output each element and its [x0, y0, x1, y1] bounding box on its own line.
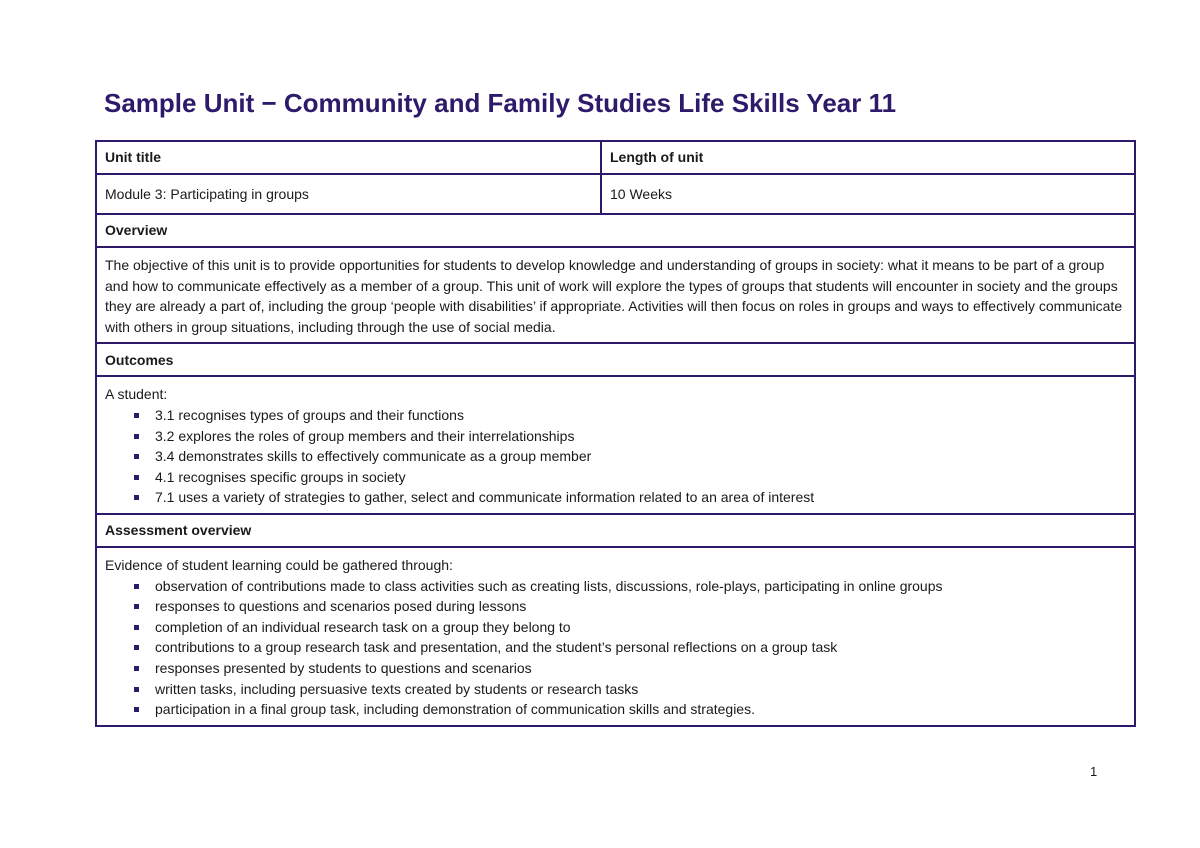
length-of-unit-header: Length of unit	[601, 141, 1135, 174]
outcomes-row	[96, 376, 1135, 514]
assessment-list	[105, 576, 1126, 720]
assessment-cell	[96, 547, 1135, 726]
outcomes-cell	[96, 376, 1135, 514]
assessment-item: contributions to a group research task and presentation, and the student’s personal reflections on a group task	[129, 637, 1126, 658]
document-title: Sample Unit − Community and Family Studies Life Skills Year 11	[104, 88, 897, 118]
unit-header-row	[96, 141, 1135, 174]
overview-text: The objective of this unit is to provide opportunities for students to develop knowledge and understanding of groups in society: what it means to be part of a group and how to communicate effectively as a member of a group. This unit of work will explore the types of groups that students will encounter in society and the groups they are already a part of, including the group ‘people with disabilities’ if appropriate. Activities will then focus on roles in groups and ways to effectively communicate with others in group situations, including through the use of social media.	[96, 247, 1135, 343]
outcomes-header: Outcomes	[96, 343, 1135, 376]
overview-row	[96, 247, 1135, 343]
assessment-overview-header: Assessment overview	[96, 514, 1135, 547]
unit-value-row	[96, 174, 1135, 214]
outcome-item: 3.1 recognises types of groups and their functions	[129, 405, 1126, 426]
assessment-item: participation in a final group task, including demonstration of communication skills and strategies.	[129, 699, 1126, 720]
assessment-item: responses presented by students to questions and scenarios	[129, 658, 1126, 679]
outcome-item: 7.1 uses a variety of strategies to gather, select and communicate information related to an area of interest	[129, 487, 1126, 508]
overview-header: Overview	[96, 214, 1135, 247]
assessment-item: observation of contributions made to class activities such as creating lists, discussions, role-plays, participating in online groups	[129, 576, 1126, 597]
assessment-item: responses to questions and scenarios posed during lessons	[129, 596, 1126, 617]
assessment-item: completion of an individual research task on a group they belong to	[129, 617, 1126, 638]
assessment-header-row	[96, 514, 1135, 547]
outcomes-intro: A student:	[105, 386, 168, 403]
outcomes-header-row	[96, 343, 1135, 376]
outcome-item: 3.4 demonstrates skills to effectively communicate as a group member	[129, 446, 1126, 467]
unit-table	[95, 140, 1136, 727]
length-of-unit-value: 10 Weeks	[601, 174, 1135, 214]
unit-title-header: Unit title	[96, 141, 601, 174]
assessment-row	[96, 547, 1135, 726]
assessment-intro: Evidence of student learning could be gathered through:	[105, 556, 453, 573]
outcomes-list	[105, 405, 1126, 508]
unit-title-value: Module 3: Participating in groups	[96, 174, 601, 214]
assessment-item: written tasks, including persuasive texts created by students or research tasks	[129, 679, 1126, 700]
overview-header-row	[96, 214, 1135, 247]
outcome-item: 3.2 explores the roles of group members and their interrelationships	[129, 426, 1126, 447]
outcome-item: 4.1 recognises specific groups in society	[129, 467, 1126, 488]
page-number: 1	[1090, 764, 1098, 779]
